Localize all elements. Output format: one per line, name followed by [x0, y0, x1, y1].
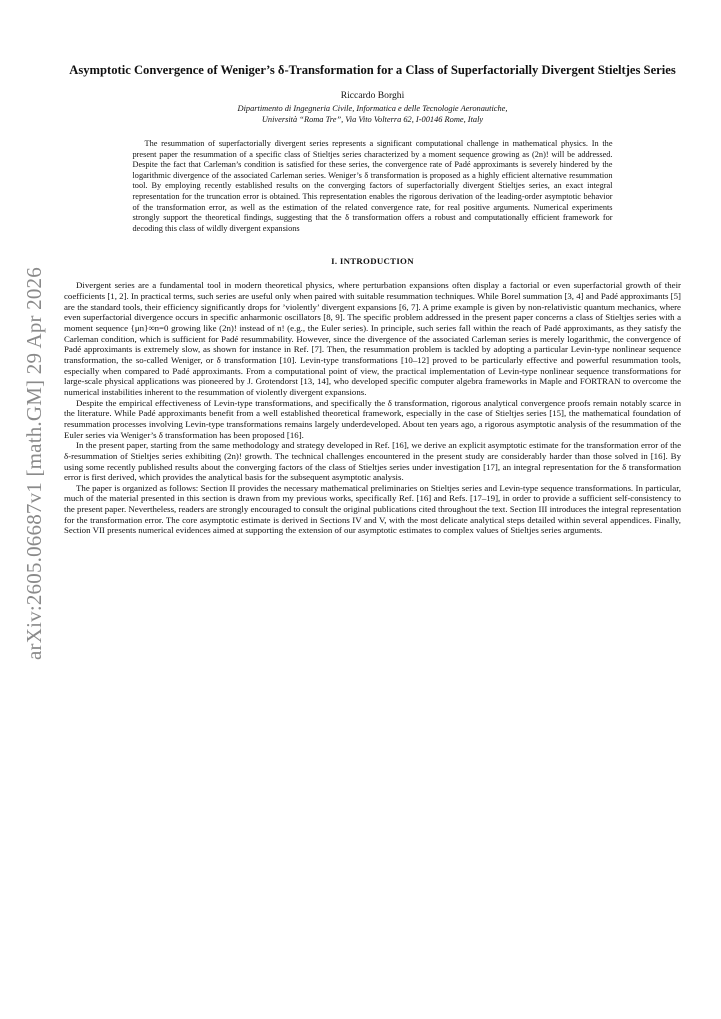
- paper-page: [64, 62, 681, 536]
- paragraph: Despite the empirical effectiveness of Levin-type transformations, and specifically the δ transformation, rigorous analytical convergence proofs remain notably scarce in the literature. While Padé approximants benefit from a well established theoretical framework, especially in the case of Stieltjes series [15], the mathematical foundation of resummation processes involving Levin-type transformations remains largely underdeveloped. About ten years ago, a rigorous asymptotic analysis of the resummation of the Euler series via Weniger’s δ transformation has been proposed [16].: [64, 397, 681, 440]
- affiliation-line-2: Università “Roma Tre”, Via Vito Volterra 62, I-00146 Rome, Italy: [261, 114, 484, 124]
- affiliation-line-1: Dipartimento di Ingegneria Civile, Informatica e delle Tecnologie Aeronautiche,: [237, 104, 508, 113]
- paragraph: In the present paper, starting from the same methodology and strategy developed in Ref. [16], we derive an explicit asymptotic estimate for the transformation error of the δ-resummation of Stieltjes series exhibiting (2n)! growth. The technical challenges encountered in the present study are considerably harder than those solved in [16]. By using some recently published results about the converging factors of the class of Stieltjes series under investigation [17], an integral representation for the δ transformation error is first derived, which provides the analytical basis for the subsequent asymptotic analysis.: [64, 440, 681, 483]
- paper-title: Asymptotic Convergence of Weniger’s δ-Transformation for a Class of Superfactorially Divergent Stieltjes Series: [69, 63, 676, 77]
- paragraph: Divergent series are a fundamental tool in modern theoretical physics, where perturbation expansions often display a factorial or even superfactorial growth of their coefficients [1, 2]. In practical terms, such series are useful only when paired with suitable resummation techniques. While Borel summation [3, 4] and Padé approximants [5] are the standard tools, their efficiency significantly drops for ’violently’ divergent expansions [6, 7]. A prime example is given by non-relativistic quantum mechanics, where even superfactorial divergence occurs in specific anharmonic oscillators [8, 9]. The specific problem addressed in the present paper concerns a class of Stieltjes series with a moment sequence {μn}∞n=0 growing like (2n)! instead of n! (e.g., the Euler series). In principle, such series fall within the reach of Padé approximants, as they satisfy the Carleman condition, which is sufficient for Padé resummability. However, since the divergence of the associated Carleman series is merely logarithmic, the convergence of Padé approximants is extremely slow, as shown for instance in Ref. [7]. Then, the resummation problem is tackled by adopting a particular Levin-type nonlinear sequence transformation, the so-called Weniger, or δ transformation [10]. Levin-type transformations [10–12] proved to be particularly effective and powerful resummation tools, especially when compared to Padé approximants. From a computational point of view, the practical implementation of Levin-type nonlinear sequence transformations for large-scale physical applications was pioneered by J. Grotendorst [13, 14], who developed specific computer algebra frameworks in Maple and FORTRAN to overcome the numerical instabilities inherent to the resummation of violently divergent expansions.: [64, 280, 681, 397]
- introduction-body: [64, 280, 681, 536]
- arxiv-side-stamp: arXiv:2605.06687v1 [math.GM] 29 Apr 2026: [22, 267, 46, 660]
- author-name: Riccardo Borghi: [340, 90, 405, 101]
- abstract: The resummation of superfactorially divergent series represents a significant computational challenge in mathematical physics. In the present paper the resummation of a specific class of Stieltjes series characterized by a moment sequence growing as (2n)! will be addressed. Despite the fact that Carleman’s condition is satisfied for these series, the convergence rate of Padé approximants is severely hindered by the logarithmic divergence of the associated Carleman series. Weniger’s δ transformation is proposed as a highly efficient alternative resummation tool. By employing recently established results on the converging factors of superfactorially divergent Stieltjes series, an exact integral representation for the truncation error is obtained. This representation enables the rigorous derivation of the leading-order asymptotic behavior of the transformation error, as well as the estimation of the related convergence rate, for real positive arguments. Numerical experiments strongly support the theoretical findings, suggesting that the δ transformation offers a robust and computationally efficient framework for decoding this class of wildly divergent expansions: [132, 139, 613, 233]
- section-heading-introduction: I. INTRODUCTION: [331, 256, 414, 267]
- paragraph: The paper is organized as follows: Section II provides the necessary mathematical preliminaries on Stieltjes series and Levin-type sequence transformations. In particular, much of the material presented in this section is drawn from my previous works, specifically Ref. [16] and Refs. [17–19], in order to provide a sufficient self-consistency to the present paper. Nevertheless, readers are strongly encouraged to consult the original publications cited throughout the text. Section III introduces the integral representation for the transformation error. The core asymptotic estimate is derived in Sections IV and V, with the most delicate analytical steps detailed within several appendices. Finally, Section VII presents numerical evidences aimed at supporting the extension of our asymptotic estimates to complex values of Stieltjes series arguments.: [64, 482, 681, 536]
